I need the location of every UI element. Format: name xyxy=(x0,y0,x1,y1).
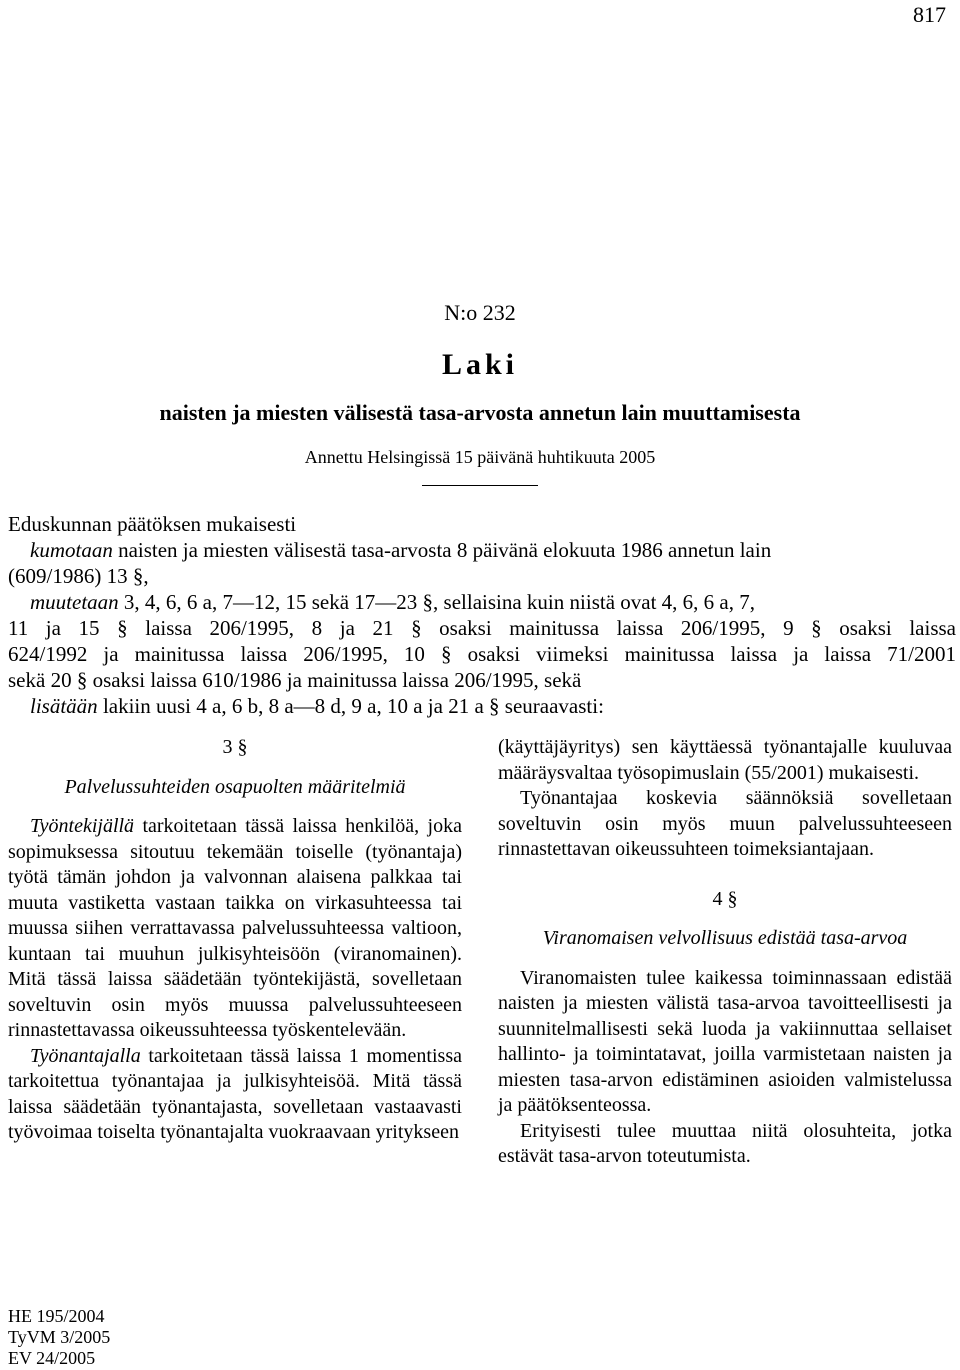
reference-he: HE 195/2004 xyxy=(8,1306,105,1326)
paragraph: Viranomaisten tulee kaikessa toiminnassaan edistää naisten ja miesten välistä tasa-arvoa tavoitteellisesti ja suunnitelmallisesti sekä luoda ja vakiinnuttaa sellaiset hallinto- ja toimintatavat, joilla varmistetaan naisten ja miesten tasa-arvon edistäminen asioiden valmistelussa ja päätöksenteossa. xyxy=(498,966,952,1116)
add-word: lisätään xyxy=(30,694,98,718)
law-title: Laki xyxy=(441,348,519,381)
page-number: 817 xyxy=(913,2,946,27)
divider-rule xyxy=(422,485,538,486)
reference-tyvm: TyVM 3/2005 xyxy=(8,1327,111,1347)
amend-word: muutetaan xyxy=(30,590,119,614)
paragraph: (käyttäjäyritys) sen käyttäessä työnantajalle kuuluvaa määräysvaltaa työsopimuslain (55/2001) mukaisesti. xyxy=(498,736,952,784)
section-title: Viranomaisen velvollisuus edistää tasa-arvoa xyxy=(542,927,908,949)
reference-ev: EV 24/2005 xyxy=(8,1348,96,1368)
section-number: 4 § xyxy=(712,887,738,910)
paragraph: Työnantajaa koskevia säännöksiä sovelletaan soveltuvin osin myös muun palvelussuhteeseen rinnastettavan oikeussuhteen toimeksiantajaan. xyxy=(498,787,952,860)
defined-term: Työntekijällä xyxy=(30,815,135,837)
defined-term: Työnantajalla xyxy=(30,1044,141,1067)
paragraph: Työntekijällä tarkoitetaan tässä laissa henkilöä, joka sopimuksessa sitoutuu tekemään toiselle (työnantaja) työtä tämän johdon ja valvonnan alaisena palkkaa tai muuta vastiketta vastaan taikka on virkasuhteessa tai muussa siihen verrattavassa palvelussuhteessa valtioon, kuntaan tai muuhun julkisyhteisöön (viranomainen). Mitä tässä laissa säädetään työntekijästä, sovelletaan soveltuvin osin myös muussa palvelussuhteeseen rinnastettavassa oikeussuhteessa työskentelevään. xyxy=(8,815,462,1041)
preamble-line: 11 ja 15 § laissa 206/1995, 8 ja 21 § osaksi mainitussa laissa 206/1995, 9 § osaksi laissa xyxy=(8,616,956,640)
preamble xyxy=(8,511,956,719)
statute-number: N:o 232 xyxy=(444,300,516,325)
preamble-line: muutetaan 3, 4, 6, 6 a, 7—12, 15 sekä 17—23 §, sellaisina kuin niistä ovat 4, 6, 6 a, 7, xyxy=(30,590,755,614)
preamble-line: Eduskunnan päätöksen mukaisesti xyxy=(8,512,297,536)
repeal-word: kumotaan xyxy=(30,538,113,562)
paragraph: Työnantajalla tarkoitetaan tässä laissa 1 momentissa tarkoitettua työnantajaa ja julkisyhteisöä. Mitä tässä laissa säädetään työnantajasta, sovelletaan vastaavasti työvoimaa toiselta työnantajalta vuokraavaan yritykseen xyxy=(8,1044,462,1143)
given-date: Annettu Helsingissä 15 päivänä huhtikuuta 2005 xyxy=(304,447,656,467)
paragraph: Erityisesti tulee muuttaa niitä olosuhteita, jotka estävät tasa-arvon toteutumista. xyxy=(498,1119,952,1167)
preamble-line: (609/1986) 13 §, xyxy=(8,564,149,588)
preamble-line: lisätään lakiin uusi 4 a, 6 b, 8 a—8 d, 9 a, 10 a ja 21 a § seuraavasti: xyxy=(30,694,604,718)
preamble-line: 624/1992 ja mainitussa laissa 206/1995, 10 § osaksi viimeksi mainitussa laissa ja laissa 71/2001 xyxy=(8,642,956,666)
law-subtitle: naisten ja miesten välisestä tasa-arvosta annetun lain muuttamisesta xyxy=(159,400,801,425)
section-number: 3 § xyxy=(222,736,248,758)
preamble-line: sekä 20 § osaksi laissa 610/1986 ja mainitussa laissa 206/1995, sekä xyxy=(8,668,582,692)
section-title: Palvelussuhteiden osapuolten määritelmiä xyxy=(64,775,406,798)
footer-references xyxy=(8,1306,110,1369)
left-column xyxy=(8,735,462,1146)
preamble-line: kumotaan naisten ja miesten välisestä tasa-arvosta 8 päivänä elokuuta 1986 annetun lain xyxy=(30,538,772,562)
right-column xyxy=(498,735,952,1170)
